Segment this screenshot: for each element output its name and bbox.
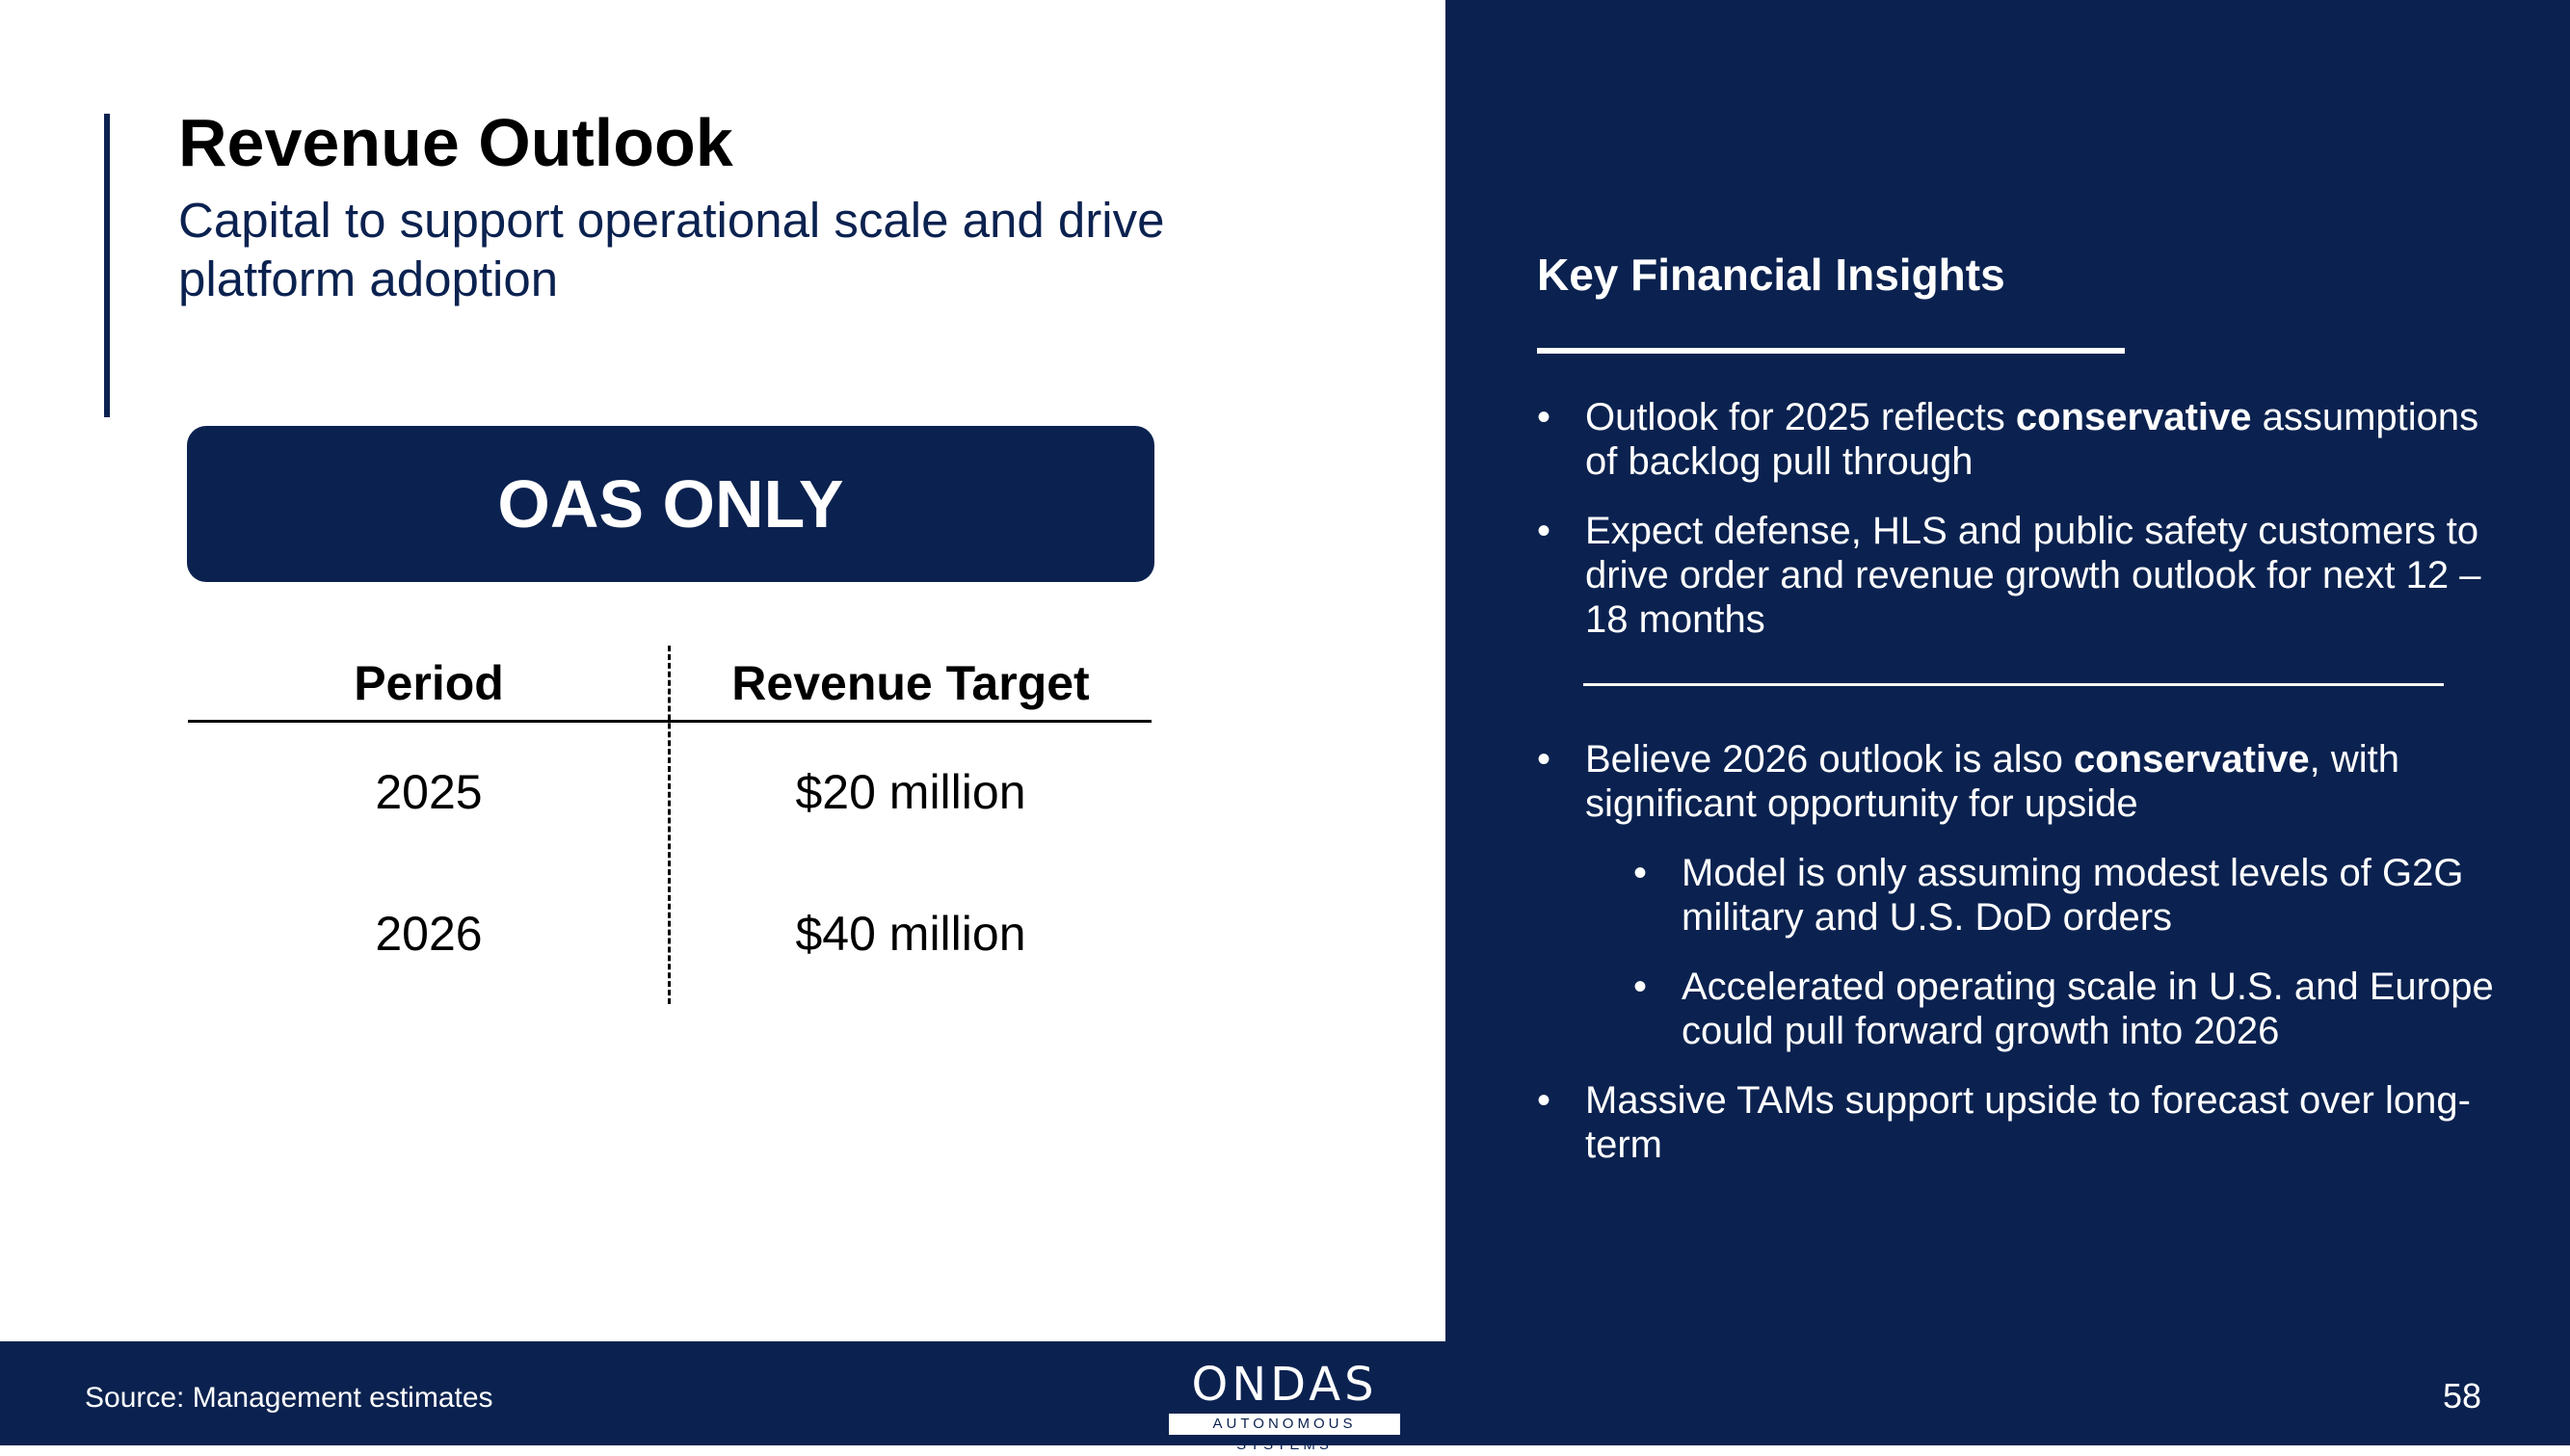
logo-wordmark: ONDAS [1191,1358,1378,1412]
table-cell-period-2026: 2026 [375,907,483,961]
sub-bullet-model-assumptions: • Model is only assuming modest levels of G2G military and U.S. DoD orders [1633,851,2510,940]
table-header-period: Period [354,656,504,710]
bullet-outlook-2026: • Believe 2026 outlook is also conservative, with significant opportunity for upside [1537,737,2510,826]
bullet-massive-tams: • Massive TAMs support upside to forecast over long-term [1537,1078,2510,1167]
insights-title-rule [1537,348,2125,354]
insights-divider [1583,683,2444,686]
insights-bullets-group-2 [1537,737,2510,1192]
page-number: 58 [2443,1376,2482,1416]
source-note: Source: Management estimates [85,1382,493,1414]
slide-title: Revenue Outlook [178,105,733,180]
insights-bullets-group-1 [1537,395,2510,667]
bullet-outlook-2025: • Outlook for 2025 reflects conservative assumptions of backlog pull through [1537,395,2510,484]
oas-only-banner: OAS ONLY [187,426,1154,582]
right-panel [1445,0,2570,1445]
table-header-revenue-target: Revenue Target [731,656,1090,710]
sub-bullet-operating-scale: • Accelerated operating scale in U.S. and Europe could pull forward growth into 2026 [1633,965,2510,1053]
table-cell-period-2025: 2025 [375,765,483,819]
logo-tagline: AUTONOMOUS SYSTEMS [1169,1414,1400,1435]
table-cell-target-2026: $40 million [795,907,1026,961]
bullet-defense-customers: • Expect defense, HLS and public safety customers to drive order and revenue growth outlook for next 12 – 18 months [1537,509,2510,642]
title-accent-bar [104,114,110,417]
insights-title: Key Financial Insights [1537,250,2005,300]
slide-subtitle: Capital to support operational scale and drive platform adoption [178,193,1165,306]
ondas-logo [1169,1358,1400,1453]
table-cell-target-2025: $20 million [795,765,1026,819]
